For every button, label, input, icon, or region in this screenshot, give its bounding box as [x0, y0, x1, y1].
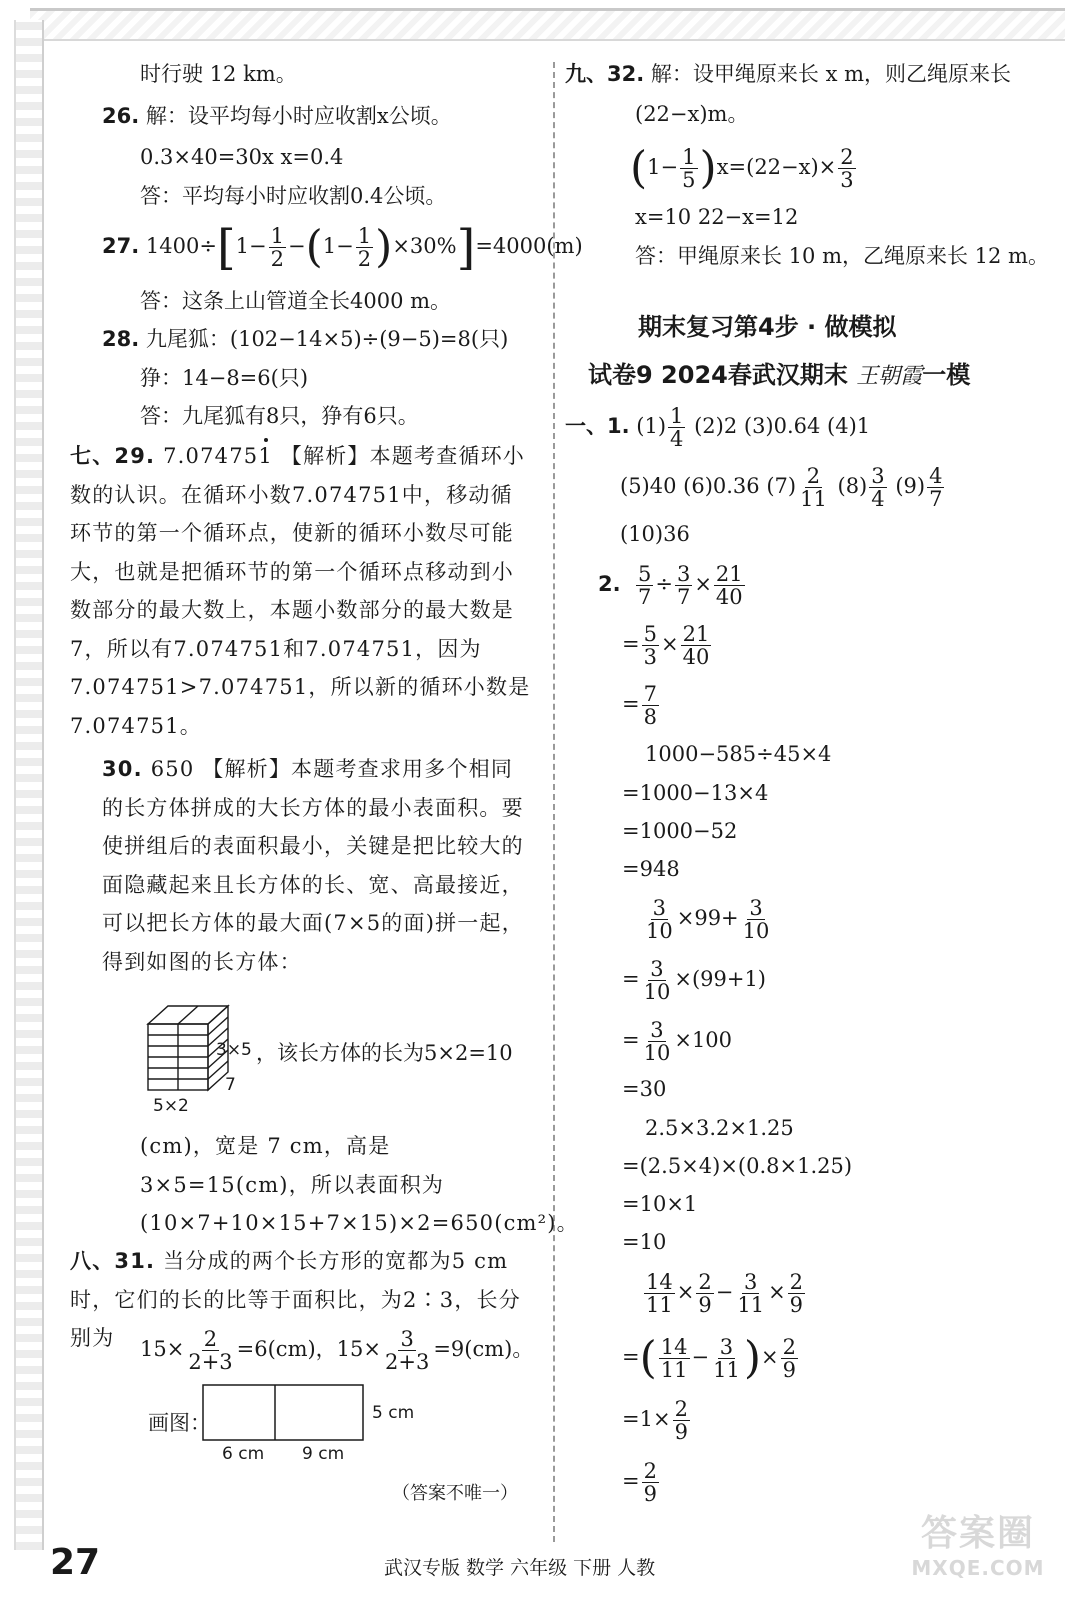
rect-width-1: 6 cm — [222, 1444, 265, 1464]
cuboid-label-height: 3×5 — [216, 1040, 252, 1060]
q26-setup: 解：设平均每小时应收割x公顷。 — [145, 104, 452, 128]
q27-number: 27. — [102, 234, 140, 258]
q31-calculation: 15× $\frac{2}{2+3}$ =6(cm)，15× $\frac{3}{2+3}$ =9(cm)。 — [140, 1326, 534, 1374]
fraction-4-7: $\frac{4}{7}$ — [929, 463, 943, 511]
fraction-2-9: $\frac{2}{9}$ — [674, 1396, 688, 1444]
continued-line: 时行驶 12 km。 — [140, 62, 297, 86]
q26-number: 26. — [102, 104, 140, 128]
fraction-2-9: $\frac{2}{9}$ — [782, 1334, 797, 1382]
s2-expr3-step1: = $\frac{3}{10}$ ×(99+1) — [622, 956, 767, 1004]
q28-line1: 九尾狐：(102−14×5)÷(9−5)=8(只) — [145, 327, 509, 351]
q31-draw-label: 画图： — [148, 1411, 211, 1435]
q32-equation: (1− $\frac{1}{5}$ )x=(22−x)× $\frac{2}{3}$ — [630, 142, 854, 194]
q32-line2: (22−x)m。 — [635, 102, 749, 126]
q26-answer: 答：平均每小时应收割0.4公顷。 — [140, 184, 447, 208]
s2-expr3: $\frac{3}{10}$ ×99+ $\frac{3}{10}$ — [646, 895, 770, 943]
q31-paragraph: 八、31. 当分成的两个长方形的宽都为5 cm时，它们的长的比等于面积比，为2∶3，长分别为 — [70, 1249, 521, 1350]
page-number: 27 — [50, 1542, 101, 1583]
rect-height: 5 cm — [372, 1403, 415, 1423]
fraction-one-fifth: $\frac{1}{5}$ — [682, 144, 696, 192]
exam-title: 试卷9 2024春武汉期末 王朝霞一模 — [588, 361, 971, 389]
s1-row1: 一、1. (1) $\frac{1}{4}$ (2)2 (3)0.64 (4)1 — [565, 403, 871, 451]
cuboid-label-length: 5×2 — [153, 1096, 189, 1116]
q31-note: （答案不唯一） — [392, 1483, 518, 1504]
author-signature: 王朝霞 — [856, 364, 923, 389]
bracket-close: ] — [456, 219, 476, 276]
q30-number: 30. — [102, 757, 143, 781]
s2-expr4-result: =10 — [622, 1230, 667, 1254]
fraction-2-9: $\frac{2}{9}$ — [643, 1458, 657, 1506]
s2-expr4: 2.5×3.2×1.25 — [645, 1116, 794, 1140]
fraction-21-40: $\frac{21}{40}$ — [715, 561, 743, 609]
fraction-3-over-5: $\frac{3}{2+3}$ — [385, 1326, 430, 1374]
fraction-21-40: $\frac{21}{40}$ — [682, 621, 710, 669]
s2-expr2-step1: =1000−13×4 — [622, 781, 769, 805]
q32: 九、32. 解：设甲绳原来长 x m，则乙绳原来长 — [565, 62, 1011, 86]
q30-result: (cm)，宽是 7 cm，高是 3×5=15(cm)，所以表面积为(10×7+10×15+7×15)×2=650(cm²)。 — [140, 1134, 579, 1235]
rect-width-2: 9 cm — [302, 1444, 345, 1464]
s2-expr5-step1: =( $\frac{14}{11}$ − $\frac{3}{11}$ )× $\frac{2}{9}$ — [622, 1332, 797, 1384]
fraction-7-8: $\frac{7}{8}$ — [643, 681, 657, 729]
q32-solution: x=10 22−x=12 — [635, 205, 799, 229]
column-divider — [553, 62, 555, 1542]
q26 — [102, 100, 452, 132]
fraction-one-half: $\frac{1}{2}$ — [357, 223, 372, 271]
q29-number: 七、29. — [70, 444, 156, 468]
s2-expr3-step2: = $\frac{3}{10}$ ×100 — [622, 1017, 733, 1065]
s1-row3: (10)36 — [620, 522, 690, 546]
fraction-5-3: $\frac{5}{3}$ — [643, 621, 657, 669]
s1-row2: (5)40 (6)0.36 (7) $\frac{2}{11}$ (8) $\frac{3}{4}$ (9) $\frac{4}{7}$ — [620, 463, 943, 511]
fraction-3-11: $\frac{3}{11}$ — [713, 1334, 740, 1382]
s2-expr4-step1: =(2.5×4)×(0.8×1.25) — [622, 1154, 853, 1178]
q28 — [102, 323, 508, 355]
page-border-top — [30, 8, 1065, 41]
fraction-14-11: $\frac{14}{11}$ — [646, 1269, 673, 1317]
q31-number: 八、31. — [70, 1249, 156, 1273]
section-heading: 期末复习第4步 · 做模拟 — [638, 313, 897, 341]
s2-expr5-result: = $\frac{2}{9}$ — [622, 1458, 657, 1506]
s2-expr2-step2: =1000−52 — [622, 819, 738, 843]
watermark-logo: 答案圈 MXQE.COM — [911, 1513, 1045, 1580]
fraction-two-thirds: $\frac{2}{3}$ — [840, 144, 854, 192]
fraction-5-7: $\frac{5}{7}$ — [637, 561, 652, 609]
fraction-3-10: $\frac{3}{10}$ — [643, 1017, 671, 1065]
fraction-3-7: $\frac{3}{7}$ — [676, 561, 691, 609]
q28-number: 28. — [102, 327, 140, 351]
fraction-3-10: $\frac{3}{10}$ — [643, 956, 671, 1004]
fraction-14-11: $\frac{14}{11}$ — [660, 1334, 688, 1382]
fraction-2-11: $\frac{2}{11}$ — [800, 463, 827, 511]
s2-expr1: 2. $\frac{5}{7}$ ÷ $\frac{3}{7}$ × $\frac{21}{40}$ — [598, 561, 743, 609]
q26-equation: 0.3×40=30x x=0.4 — [140, 145, 344, 169]
rectangle-drawing — [200, 1382, 370, 1444]
fraction-3-10: $\frac{3}{10}$ — [742, 895, 770, 943]
s2-expr1-result: = $\frac{7}{8}$ — [622, 681, 657, 729]
q27-expression: 27. 1400÷[1− $\frac{1}{2}$ −(1− $\frac{1}{2}$ )×30%]=4000(m) — [102, 219, 583, 276]
s2-expr5-step2: =1× $\frac{2}{9}$ — [622, 1396, 688, 1444]
q28-line2: 狰：14−8=6(只) — [140, 366, 309, 390]
fraction-3-4: $\frac{3}{4}$ — [871, 463, 885, 511]
q28-answer: 答：九尾狐有8只，狰有6只。 — [140, 404, 419, 428]
cuboid-label-width: 7 — [225, 1075, 236, 1095]
page-border-left — [14, 20, 44, 1550]
fraction-one-half: $\frac{1}{2}$ — [270, 223, 285, 271]
q30-paragraph: 30. 650 【解析】本题考查求用多个相同的长方体拼成的大长方体的最小表面积。要使拼组后的表面积最小，关键是把比较大的面隐藏起来且长方体的长、宽、高最接近，可以把长方体的最大面(7×5的面)拼一起，得到如图的长方体： — [102, 757, 524, 974]
bracket-open: [ — [216, 219, 236, 276]
fraction-1-4: $\frac{1}{4}$ — [670, 403, 684, 451]
footer-edition: 武汉专版 数学 六年级 下册 人教 — [384, 1557, 656, 1579]
fraction-2-9: $\frac{2}{9}$ — [698, 1269, 712, 1317]
s2-expr4-step2: =10×1 — [622, 1192, 698, 1216]
s2-expr1-step1: = $\frac{5}{3}$ × $\frac{21}{40}$ — [622, 621, 710, 669]
s2-expr3-result: =30 — [622, 1077, 667, 1101]
fraction-3-10: $\frac{3}{10}$ — [646, 895, 673, 943]
fraction-2-over-5: $\frac{2}{2+3}$ — [188, 1326, 233, 1374]
fraction-2-9: $\frac{2}{9}$ — [789, 1269, 804, 1317]
q32-answer: 答：甲绳原来长 10 m，乙绳原来长 12 m。 — [635, 244, 1049, 268]
s2-expr2-result: =948 — [622, 857, 680, 881]
s2-expr5: $\frac{14}{11}$ × $\frac{2}{9}$ − $\frac{3}{11}$ × $\frac{2}{9}$ — [646, 1269, 804, 1317]
fraction-3-11: $\frac{3}{11}$ — [737, 1269, 765, 1317]
q32-number: 九、32. — [565, 62, 645, 86]
s2-expr2: 1000−585÷45×4 — [645, 742, 832, 766]
q29-paragraph: 七、29. 7.074751 【解析】本题考查循环小数的认识。在循环小数7.074751中，移动循环节的第一个循环点，使新的循环小数尽可能大，也就是把循环节的第一个循环点移动到小数部分的最大数上，本题小数部分的最大数是7，所以有7.074751和7.074751，因为7.074751>7.074751，所以新的循环小数是7.074751。 — [70, 437, 532, 745]
q27-answer: 答：这条上山管道全长4000 m。 — [140, 289, 452, 313]
q30-length: ，该长方体的长为5×2=10 — [256, 1041, 513, 1065]
